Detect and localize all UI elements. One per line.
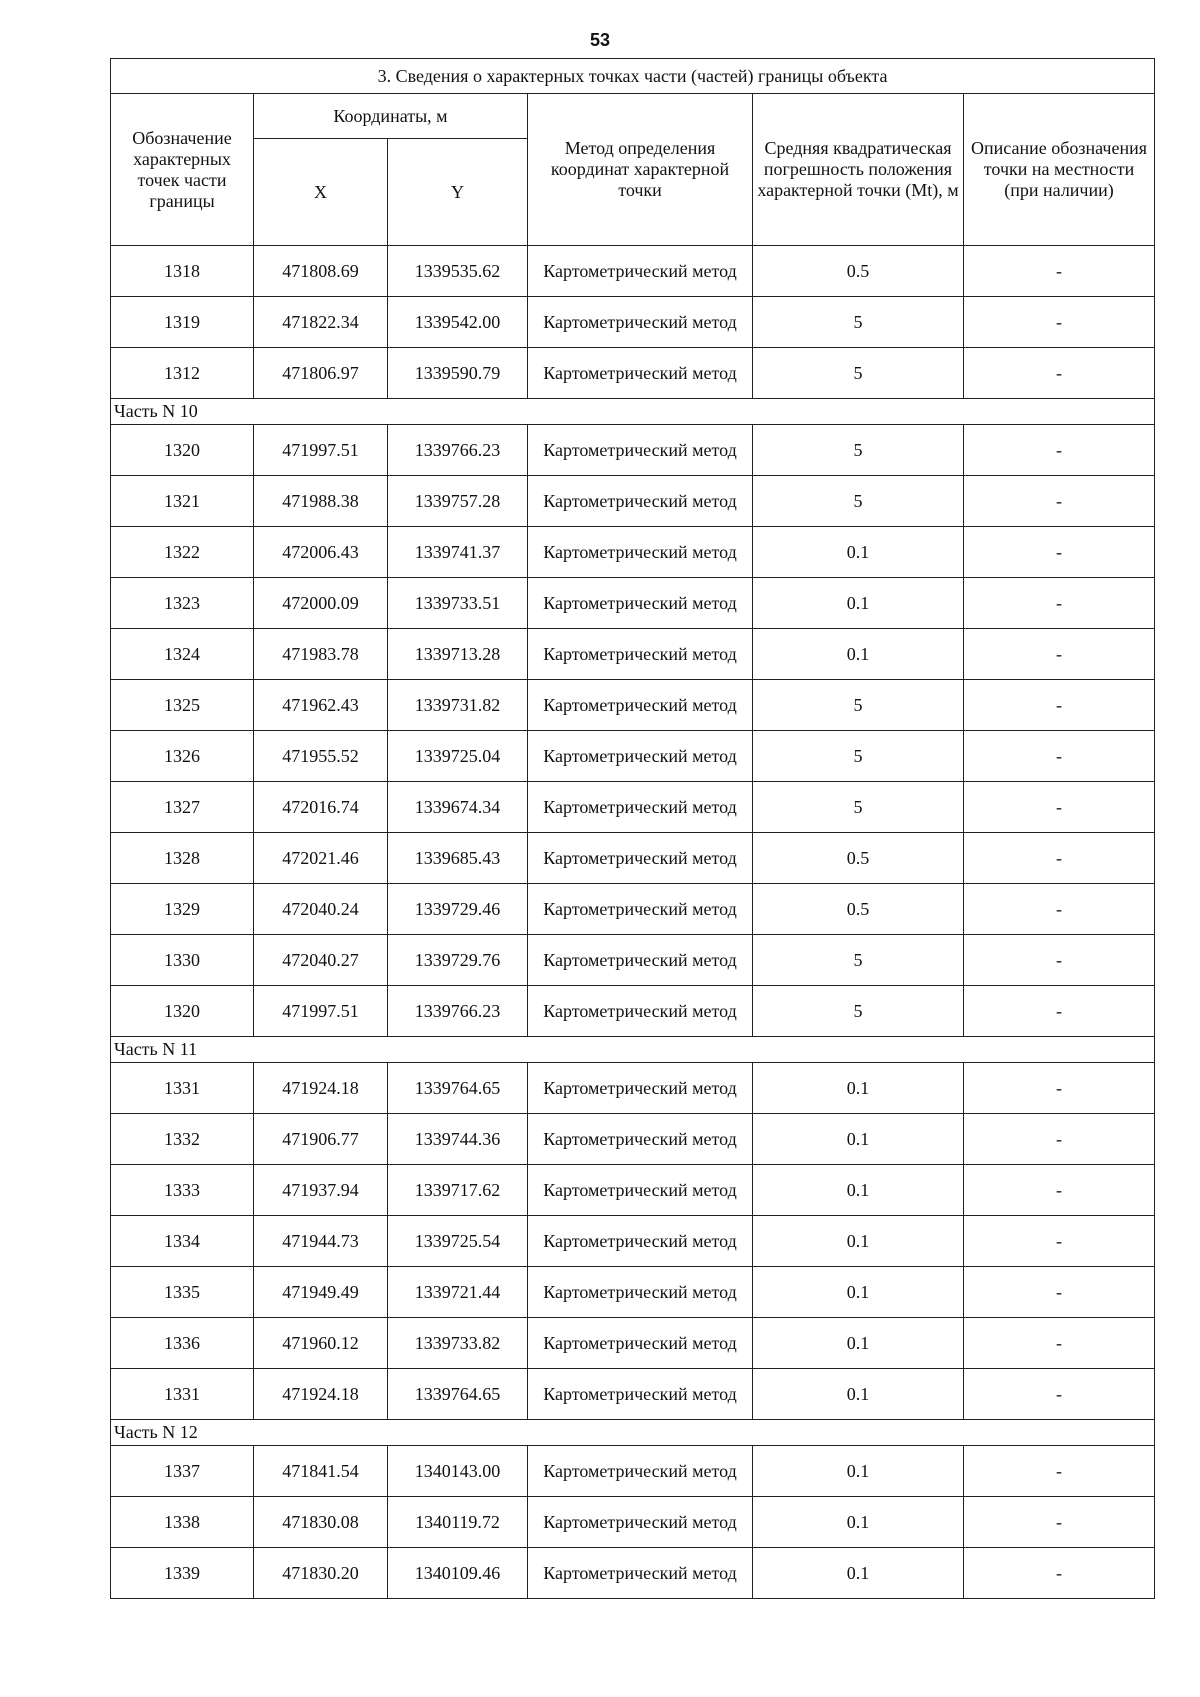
cell-method: Картометрический метод <box>528 833 753 884</box>
cell-point: 1323 <box>111 578 254 629</box>
cell-error: 0.5 <box>753 246 964 297</box>
section-title: 3. Сведения о характерных точках части (частей) границы объекта <box>111 59 1155 94</box>
cell-description: - <box>964 1063 1155 1114</box>
cell-error: 0.1 <box>753 1497 964 1548</box>
cell-error: 5 <box>753 348 964 399</box>
cell-point: 1320 <box>111 986 254 1037</box>
cell-y: 1339757.28 <box>388 476 528 527</box>
cell-error: 5 <box>753 425 964 476</box>
table-row <box>111 527 1155 578</box>
cell-error: 5 <box>753 731 964 782</box>
cell-error: 0.5 <box>753 884 964 935</box>
cell-x: 472016.74 <box>254 782 388 833</box>
cell-y: 1339741.37 <box>388 527 528 578</box>
cell-y: 1339733.82 <box>388 1318 528 1369</box>
cell-point: 1326 <box>111 731 254 782</box>
cell-method: Картометрический метод <box>528 1369 753 1420</box>
cell-error: 0.1 <box>753 1548 964 1599</box>
cell-x: 471806.97 <box>254 348 388 399</box>
part-label: Часть N 11 <box>111 1037 1155 1063</box>
cell-point: 1330 <box>111 935 254 986</box>
cell-x: 471822.34 <box>254 297 388 348</box>
table-row <box>111 1497 1155 1548</box>
cell-method: Картометрический метод <box>528 425 753 476</box>
cell-description: - <box>964 782 1155 833</box>
cell-description: - <box>964 833 1155 884</box>
cell-description: - <box>964 246 1155 297</box>
cell-y: 1339766.23 <box>388 425 528 476</box>
cell-method: Картометрический метод <box>528 1114 753 1165</box>
cell-error: 0.1 <box>753 1267 964 1318</box>
cell-point: 1336 <box>111 1318 254 1369</box>
cell-x: 472006.43 <box>254 527 388 578</box>
part-row <box>111 1037 1155 1063</box>
part-row <box>111 399 1155 425</box>
part-label: Часть N 10 <box>111 399 1155 425</box>
cell-y: 1339542.00 <box>388 297 528 348</box>
cell-description: - <box>964 297 1155 348</box>
boundary-points-table <box>110 58 1155 1599</box>
table-row <box>111 782 1155 833</box>
cell-description: - <box>964 425 1155 476</box>
table-row <box>111 1318 1155 1369</box>
table-row <box>111 986 1155 1037</box>
cell-x: 471983.78 <box>254 629 388 680</box>
cell-y: 1339729.76 <box>388 935 528 986</box>
table-row <box>111 833 1155 884</box>
page-number: 53 <box>589 30 611 50</box>
cell-y: 1339731.82 <box>388 680 528 731</box>
cell-y: 1339733.51 <box>388 578 528 629</box>
cell-error: 0.1 <box>753 1114 964 1165</box>
table-row <box>111 246 1155 297</box>
cell-error: 5 <box>753 680 964 731</box>
table-row <box>111 425 1155 476</box>
cell-point: 1320 <box>111 425 254 476</box>
cell-error: 5 <box>753 297 964 348</box>
cell-error: 0.1 <box>753 1216 964 1267</box>
cell-x: 471962.43 <box>254 680 388 731</box>
cell-description: - <box>964 1497 1155 1548</box>
cell-x: 471997.51 <box>254 425 388 476</box>
cell-description: - <box>964 935 1155 986</box>
table-row <box>111 1114 1155 1165</box>
cell-y: 1339725.54 <box>388 1216 528 1267</box>
cell-x: 471955.52 <box>254 731 388 782</box>
cell-point: 1338 <box>111 1497 254 1548</box>
cell-method: Картометрический метод <box>528 527 753 578</box>
cell-y: 1340143.00 <box>388 1446 528 1497</box>
cell-x: 471988.38 <box>254 476 388 527</box>
table-row <box>111 629 1155 680</box>
cell-method: Картометрический метод <box>528 1318 753 1369</box>
part-label: Часть N 12 <box>111 1420 1155 1446</box>
cell-method: Картометрический метод <box>528 348 753 399</box>
cell-description: - <box>964 731 1155 782</box>
cell-y: 1339764.65 <box>388 1369 528 1420</box>
cell-method: Картометрический метод <box>528 1446 753 1497</box>
cell-error: 0.1 <box>753 527 964 578</box>
cell-method: Картометрический метод <box>528 1063 753 1114</box>
cell-point: 1318 <box>111 246 254 297</box>
cell-x: 471808.69 <box>254 246 388 297</box>
cell-description: - <box>964 1114 1155 1165</box>
table-row <box>111 1216 1155 1267</box>
cell-error: 0.1 <box>753 1446 964 1497</box>
part-row <box>111 1420 1155 1446</box>
table-row <box>111 1369 1155 1420</box>
table-row <box>111 884 1155 935</box>
header-x: X <box>254 139 388 246</box>
cell-method: Картометрический метод <box>528 680 753 731</box>
cell-y: 1339766.23 <box>388 986 528 1037</box>
table-row <box>111 348 1155 399</box>
cell-y: 1339725.04 <box>388 731 528 782</box>
cell-point: 1327 <box>111 782 254 833</box>
cell-y: 1339535.62 <box>388 246 528 297</box>
cell-error: 0.1 <box>753 1318 964 1369</box>
cell-description: - <box>964 1216 1155 1267</box>
cell-y: 1339713.28 <box>388 629 528 680</box>
cell-error: 0.1 <box>753 1165 964 1216</box>
cell-x: 472021.46 <box>254 833 388 884</box>
cell-y: 1340109.46 <box>388 1548 528 1599</box>
cell-method: Картометрический метод <box>528 629 753 680</box>
cell-point: 1312 <box>111 348 254 399</box>
table-row <box>111 1267 1155 1318</box>
cell-method: Картометрический метод <box>528 935 753 986</box>
cell-description: - <box>964 348 1155 399</box>
cell-x: 472040.27 <box>254 935 388 986</box>
cell-method: Картометрический метод <box>528 1267 753 1318</box>
cell-point: 1331 <box>111 1369 254 1420</box>
cell-description: - <box>964 1165 1155 1216</box>
cell-point: 1324 <box>111 629 254 680</box>
cell-y: 1340119.72 <box>388 1497 528 1548</box>
cell-description: - <box>964 1548 1155 1599</box>
cell-point: 1339 <box>111 1548 254 1599</box>
cell-method: Картометрический метод <box>528 476 753 527</box>
cell-error: 0.1 <box>753 1063 964 1114</box>
cell-x: 471906.77 <box>254 1114 388 1165</box>
cell-error: 0.1 <box>753 578 964 629</box>
cell-method: Картометрический метод <box>528 1165 753 1216</box>
table-row <box>111 731 1155 782</box>
cell-point: 1337 <box>111 1446 254 1497</box>
cell-point: 1328 <box>111 833 254 884</box>
cell-method: Картометрический метод <box>528 578 753 629</box>
cell-method: Картометрический метод <box>528 731 753 782</box>
cell-point: 1333 <box>111 1165 254 1216</box>
cell-x: 471944.73 <box>254 1216 388 1267</box>
cell-point: 1332 <box>111 1114 254 1165</box>
table-row <box>111 935 1155 986</box>
cell-point: 1322 <box>111 527 254 578</box>
cell-description: - <box>964 884 1155 935</box>
cell-point: 1335 <box>111 1267 254 1318</box>
cell-error: 0.5 <box>753 833 964 884</box>
cell-x: 471960.12 <box>254 1318 388 1369</box>
cell-method: Картометрический метод <box>528 884 753 935</box>
cell-y: 1339744.36 <box>388 1114 528 1165</box>
table-body <box>111 246 1155 1599</box>
cell-y: 1339721.44 <box>388 1267 528 1318</box>
cell-description: - <box>964 1318 1155 1369</box>
cell-y: 1339764.65 <box>388 1063 528 1114</box>
cell-description: - <box>964 476 1155 527</box>
table-row <box>111 476 1155 527</box>
cell-description: - <box>964 986 1155 1037</box>
cell-x: 471924.18 <box>254 1063 388 1114</box>
header-y: Y <box>388 139 528 246</box>
cell-method: Картометрический метод <box>528 1497 753 1548</box>
cell-method: Картометрический метод <box>528 782 753 833</box>
cell-x: 472040.24 <box>254 884 388 935</box>
cell-point: 1334 <box>111 1216 254 1267</box>
cell-error: 5 <box>753 935 964 986</box>
cell-point: 1321 <box>111 476 254 527</box>
header-point-designation: Обозначение характерных точек части границы <box>111 94 254 246</box>
cell-y: 1339685.43 <box>388 833 528 884</box>
cell-x: 471924.18 <box>254 1369 388 1420</box>
table-row <box>111 680 1155 731</box>
cell-description: - <box>964 1267 1155 1318</box>
table-row <box>111 297 1155 348</box>
cell-method: Картометрический метод <box>528 1216 753 1267</box>
cell-method: Картометрический метод <box>528 246 753 297</box>
header-coordinates: Координаты, м <box>254 94 528 139</box>
cell-error: 0.1 <box>753 629 964 680</box>
cell-x: 471937.94 <box>254 1165 388 1216</box>
cell-method: Картометрический метод <box>528 297 753 348</box>
cell-error: 5 <box>753 986 964 1037</box>
cell-point: 1329 <box>111 884 254 935</box>
table-row <box>111 1165 1155 1216</box>
cell-description: - <box>964 680 1155 731</box>
table-row <box>111 1446 1155 1497</box>
cell-method: Картометрический метод <box>528 986 753 1037</box>
cell-description: - <box>964 578 1155 629</box>
cell-y: 1339590.79 <box>388 348 528 399</box>
cell-x: 471949.49 <box>254 1267 388 1318</box>
cell-x: 471841.54 <box>254 1446 388 1497</box>
cell-error: 0.1 <box>753 1369 964 1420</box>
cell-point: 1325 <box>111 680 254 731</box>
cell-y: 1339717.62 <box>388 1165 528 1216</box>
cell-error: 5 <box>753 476 964 527</box>
cell-description: - <box>964 527 1155 578</box>
cell-y: 1339674.34 <box>388 782 528 833</box>
cell-x: 471830.20 <box>254 1548 388 1599</box>
cell-x: 471997.51 <box>254 986 388 1037</box>
cell-point: 1319 <box>111 297 254 348</box>
header-error: Средняя квадратическая погрешность положения характерной точки (Mt), м <box>753 94 964 246</box>
cell-description: - <box>964 1369 1155 1420</box>
cell-y: 1339729.46 <box>388 884 528 935</box>
cell-method: Картометрический метод <box>528 1548 753 1599</box>
header-description: Описание обозначения точки на местности (при наличии) <box>964 94 1155 246</box>
cell-error: 5 <box>753 782 964 833</box>
table-row <box>111 578 1155 629</box>
cell-x: 471830.08 <box>254 1497 388 1548</box>
cell-x: 472000.09 <box>254 578 388 629</box>
cell-point: 1331 <box>111 1063 254 1114</box>
cell-description: - <box>964 629 1155 680</box>
header-method: Метод определения координат характерной точки <box>528 94 753 246</box>
cell-description: - <box>964 1446 1155 1497</box>
table-row <box>111 1548 1155 1599</box>
table-row <box>111 1063 1155 1114</box>
